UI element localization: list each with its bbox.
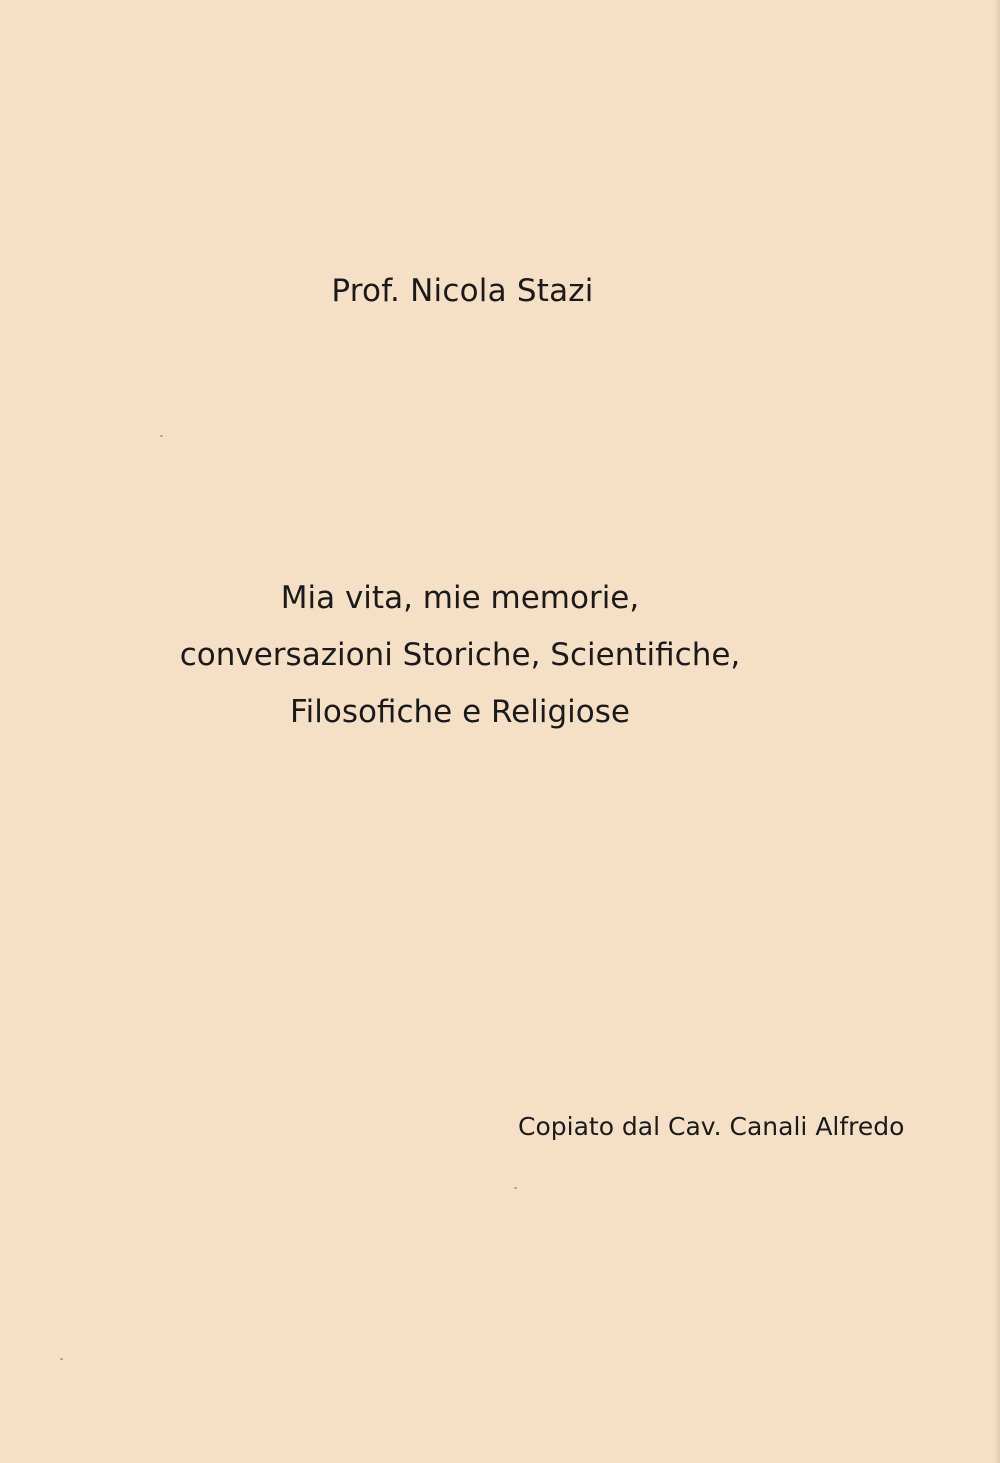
paper-speck (514, 1187, 517, 1189)
paper-speck (60, 1358, 63, 1360)
title-line-1: Mia vita, mie memorie, (280, 580, 640, 616)
title-line-2: conversazioni Storiche, Scientifiche, (179, 637, 741, 673)
paper-speck (160, 435, 163, 437)
author-name: Prof. Nicola Stazi (331, 273, 594, 309)
page-edge-shadow (994, 0, 1000, 1463)
title-line-3: Filosofiche e Religiose (290, 694, 630, 730)
copyist-credit: Copiato dal Cav. Canali Alfredo (518, 1112, 905, 1141)
book-title (0, 570, 920, 741)
